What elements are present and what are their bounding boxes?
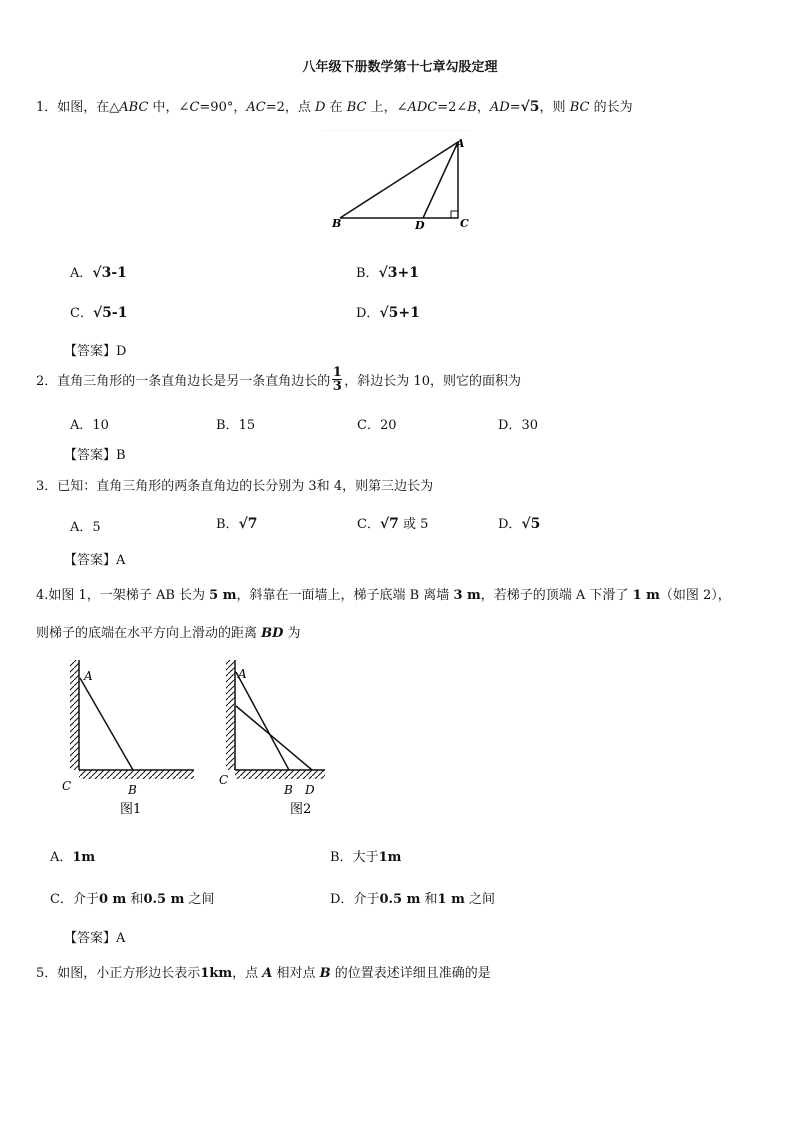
option-d: D．√5 [498,516,541,532]
figure-caption: 图2 [290,802,312,817]
ladder-figure-2 [216,656,336,821]
triangle-figure [320,130,490,240]
question-number: 1． [36,100,58,115]
answer: 【答案】D [64,344,127,359]
option-d: D．30 [498,418,538,433]
option-a: A．10 [70,418,109,433]
question-5: 5．如图，小正方形边长表示1km，点 A 相对点 B 的位置表述详细且准确的是 [36,966,491,981]
question-number: 3． [36,479,58,494]
option-b: B．√3+1 [356,265,419,281]
point-label-d: D [305,783,315,797]
ladder-figure-1 [56,656,206,821]
sqrt-value: √5 [520,99,540,115]
point-label-b: B [128,783,137,797]
question-number: 5． [36,966,58,981]
answer: 【答案】A [64,553,126,568]
option-b: B．大于1m [330,850,402,865]
option-d: D．√5+1 [356,305,420,321]
option-a: A．1m [50,850,96,865]
question-number: 2． [36,374,58,389]
option-d: D．介于0.5 m 和1 m 之间 [330,892,495,907]
option-b: B．15 [216,418,256,433]
figure-caption: 图1 [120,802,142,817]
point-label-b: B [284,783,293,797]
option-c: C．介于0 m 和0.5 m 之间 [50,892,215,907]
option-a: A．√3-1 [70,265,127,281]
vertex-label-c: C [460,217,469,230]
point-label-a: A [84,669,93,683]
answer: 【答案】B [64,448,126,463]
option-c: C．√5-1 [70,305,128,321]
option-c: C．√7 或 5 [357,516,429,532]
option-b: B．√7 [216,516,258,532]
fraction: $\frac{1}{3}$ [332,365,342,394]
point-label-c: C [219,773,229,787]
question-2: 2． 直角三角形的一条直角边长是另一条直角边长的 $\frac{1}{3}$ ，斜边长为 10，则它的面积为 [36,365,521,394]
vertex-label-d: D [415,219,425,232]
question-3: 3．已知：直角三角形的两条直角边的长分别为 3和 4，则第三边长为 [36,479,434,494]
question-number: 4. [36,588,49,603]
option-a: A．5 [70,520,101,535]
page-title: 八年级下册数学第十七章勾股定理 [302,60,498,75]
question-4-line-2: 则梯子的底端在水平方向上滑动的距离 BD 为 [36,626,301,641]
vertex-label-a: A [456,137,465,150]
point-label-a: A [238,667,247,681]
option-c: C．20 [357,418,397,433]
question-4: 4.如图 1，一架梯子 AB 长为 5 m，斜靠在一面墙上，梯子底端 B 离墙 3 m，若梯子的顶端 A 下滑了 1 m（如图 2）， [36,588,731,603]
vertex-label-b: B [332,217,342,230]
point-label-c: C [62,779,72,793]
question-1: 1．如图，在△ABC 中，∠C=90°，AC=2，点 D 在 BC 上，∠ADC=2∠B，AD=√5，则 BC 的长为 [36,99,633,115]
answer: 【答案】A [64,931,126,946]
